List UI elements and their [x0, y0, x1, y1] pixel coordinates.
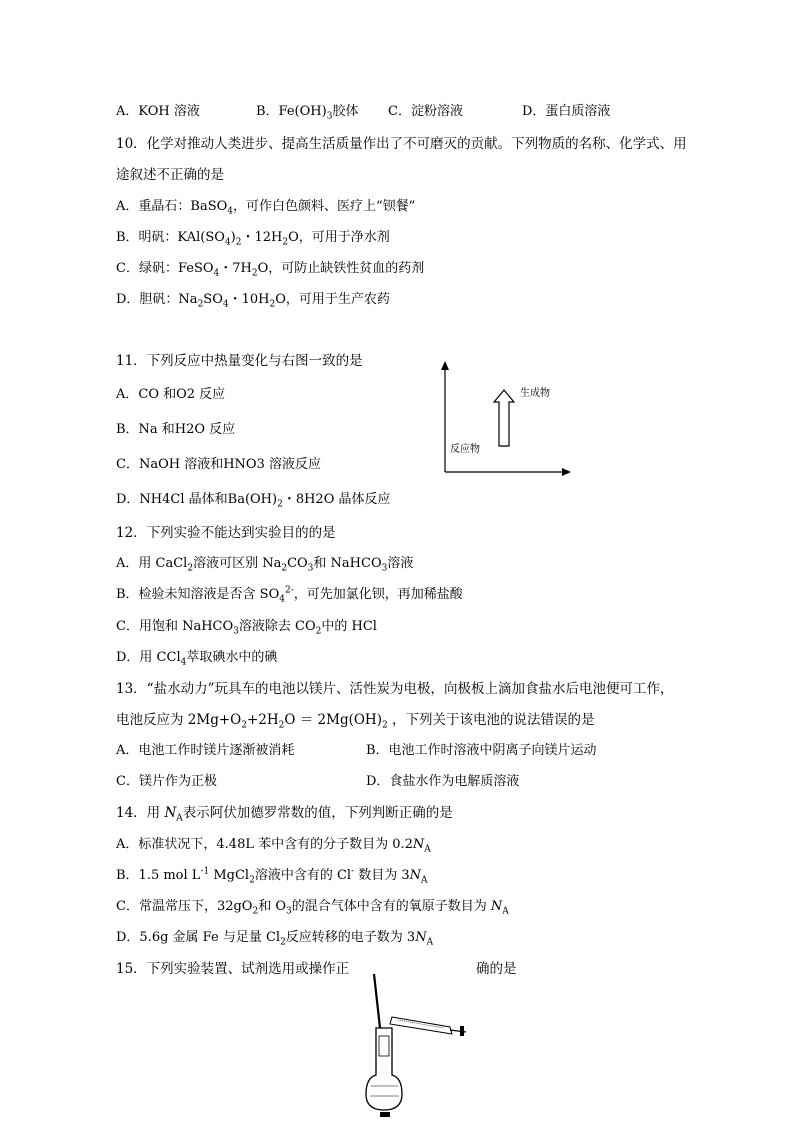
- q13-stem-line2: 电池反应为 $2Mg+O_2+2H_2O = 2Mg(OH)_2$ ，下列关于该电池的说法错误的是: [116, 712, 595, 731]
- q12-option-c: C．用饱和 NaHCO$_3$溶液除去 $CO_2$中的 HCl: [116, 619, 377, 637]
- q10-option-a: A．重晶石：BaSO$_4$，可作白色颜料、医疗上“钡餐”: [116, 199, 416, 217]
- q10-option-d: D．胆矾：$Na_2SO_4$・$10H_2O$，可用于生产农药: [116, 292, 390, 310]
- q14-stem: 14．用 $N_A$表示阿伏加德罗常数的值，下列判断正确的是: [116, 805, 453, 824]
- q12-stem: 12．下列实验不能达到实验目的的是: [116, 525, 336, 541]
- pipette-icon: [390, 1017, 466, 1036]
- q15-stem-part1: 15．下列实验装置、试剂选用或操作正: [116, 961, 350, 977]
- q14-option-d: D．5.6g 金属 Fe 与足量 $Cl_2$反应转移的电子数为 $3N_A$: [116, 930, 434, 948]
- x-axis: [445, 468, 571, 476]
- q9-option-c: C．淀粉溶液: [388, 104, 463, 119]
- y-axis: [441, 361, 449, 472]
- q15-stem-part2: 确的是: [476, 961, 517, 977]
- q10-stem-line2: 途叙述不正确的是: [116, 167, 224, 183]
- q13-stem-line1: 13．“盐水动力”玩具车的电池以镁片、活性炭为电极，向极板上滴加食盐水后电池便可工作，: [116, 681, 674, 697]
- q14-option-c: C．常温常压下，$32gO_2$和 $O_3$的混合气体中含有的氧原子数目为 $N_A$: [116, 899, 509, 917]
- q12-option-d: D．用 CCl$_4$萃取碘水中的碘: [116, 650, 278, 668]
- q11-option-a: A．CO 和O2 反应: [116, 387, 226, 402]
- q9-option-a: A．KOH 溶液: [116, 104, 200, 119]
- q10-option-c: C．绿矾：FeSO$_4$・$7H_2O$，可防止缺铁性贫血的药剂: [116, 261, 425, 279]
- upward-arrow-icon: [494, 390, 514, 446]
- q11-option-b: B．Na 和H2O 反应: [116, 422, 236, 437]
- q10-option-b: B．明矾：$KAl(SO_4)_2$・$12H_2O$，可用于净水剂: [116, 230, 390, 248]
- q12-option-a: A．用 CaCl$_2$溶液可区别 $Na_2CO_3$和 NaHCO$_3$溶液: [116, 556, 414, 574]
- q11-stem: 11．下列反应中热量变化与右图一致的是: [116, 353, 363, 369]
- q13-option-d: D．食盐水作为电解质溶液: [366, 774, 520, 789]
- q13-option-a: A．电池工作时镁片逐渐被消耗: [116, 743, 295, 758]
- q11-energy-diagram: [436, 360, 576, 480]
- product-label: 生成物: [520, 388, 550, 399]
- q14-option-b: B．1.5 mol $L^{-1}$ MgCl$_2$溶液中含有的 Cl- 数目为 $3N_A$: [116, 866, 428, 886]
- reactant-label: 反应物: [450, 444, 480, 455]
- q11-option-c: C．NaOH 溶液和HNO3 溶液反应: [116, 457, 321, 472]
- q13-option-c: C．镁片作为正极: [116, 774, 217, 789]
- q9-option-d: D．蛋白质溶液: [522, 104, 611, 119]
- q9-option-b: B．$Fe(OH)_3$胶体: [256, 104, 359, 122]
- q13-option-b: B．电池工作时溶液中阴离子向镁片运动: [366, 743, 597, 758]
- q15-apparatus-figure: [362, 972, 472, 1120]
- q14-option-a: A．标准状况下，4.48L 苯中含有的分子数目为 $0.2N_A$: [116, 837, 431, 855]
- q11-option-d: D．NH4Cl 晶体和$Ba(OH)_2$・8H2O 晶体反应: [116, 492, 391, 510]
- q10-stem-line1: 10．化学对推动人类进步、提高生活质量作出了不可磨灭的贡献。下列物质的名称、化学式、用: [116, 136, 687, 152]
- volumetric-flask-icon: [366, 1028, 402, 1117]
- q12-option-b: B．检验未知溶液是否含 $SO_4^{2-}$，可先加氯化钡，再加稀盐酸: [116, 585, 463, 605]
